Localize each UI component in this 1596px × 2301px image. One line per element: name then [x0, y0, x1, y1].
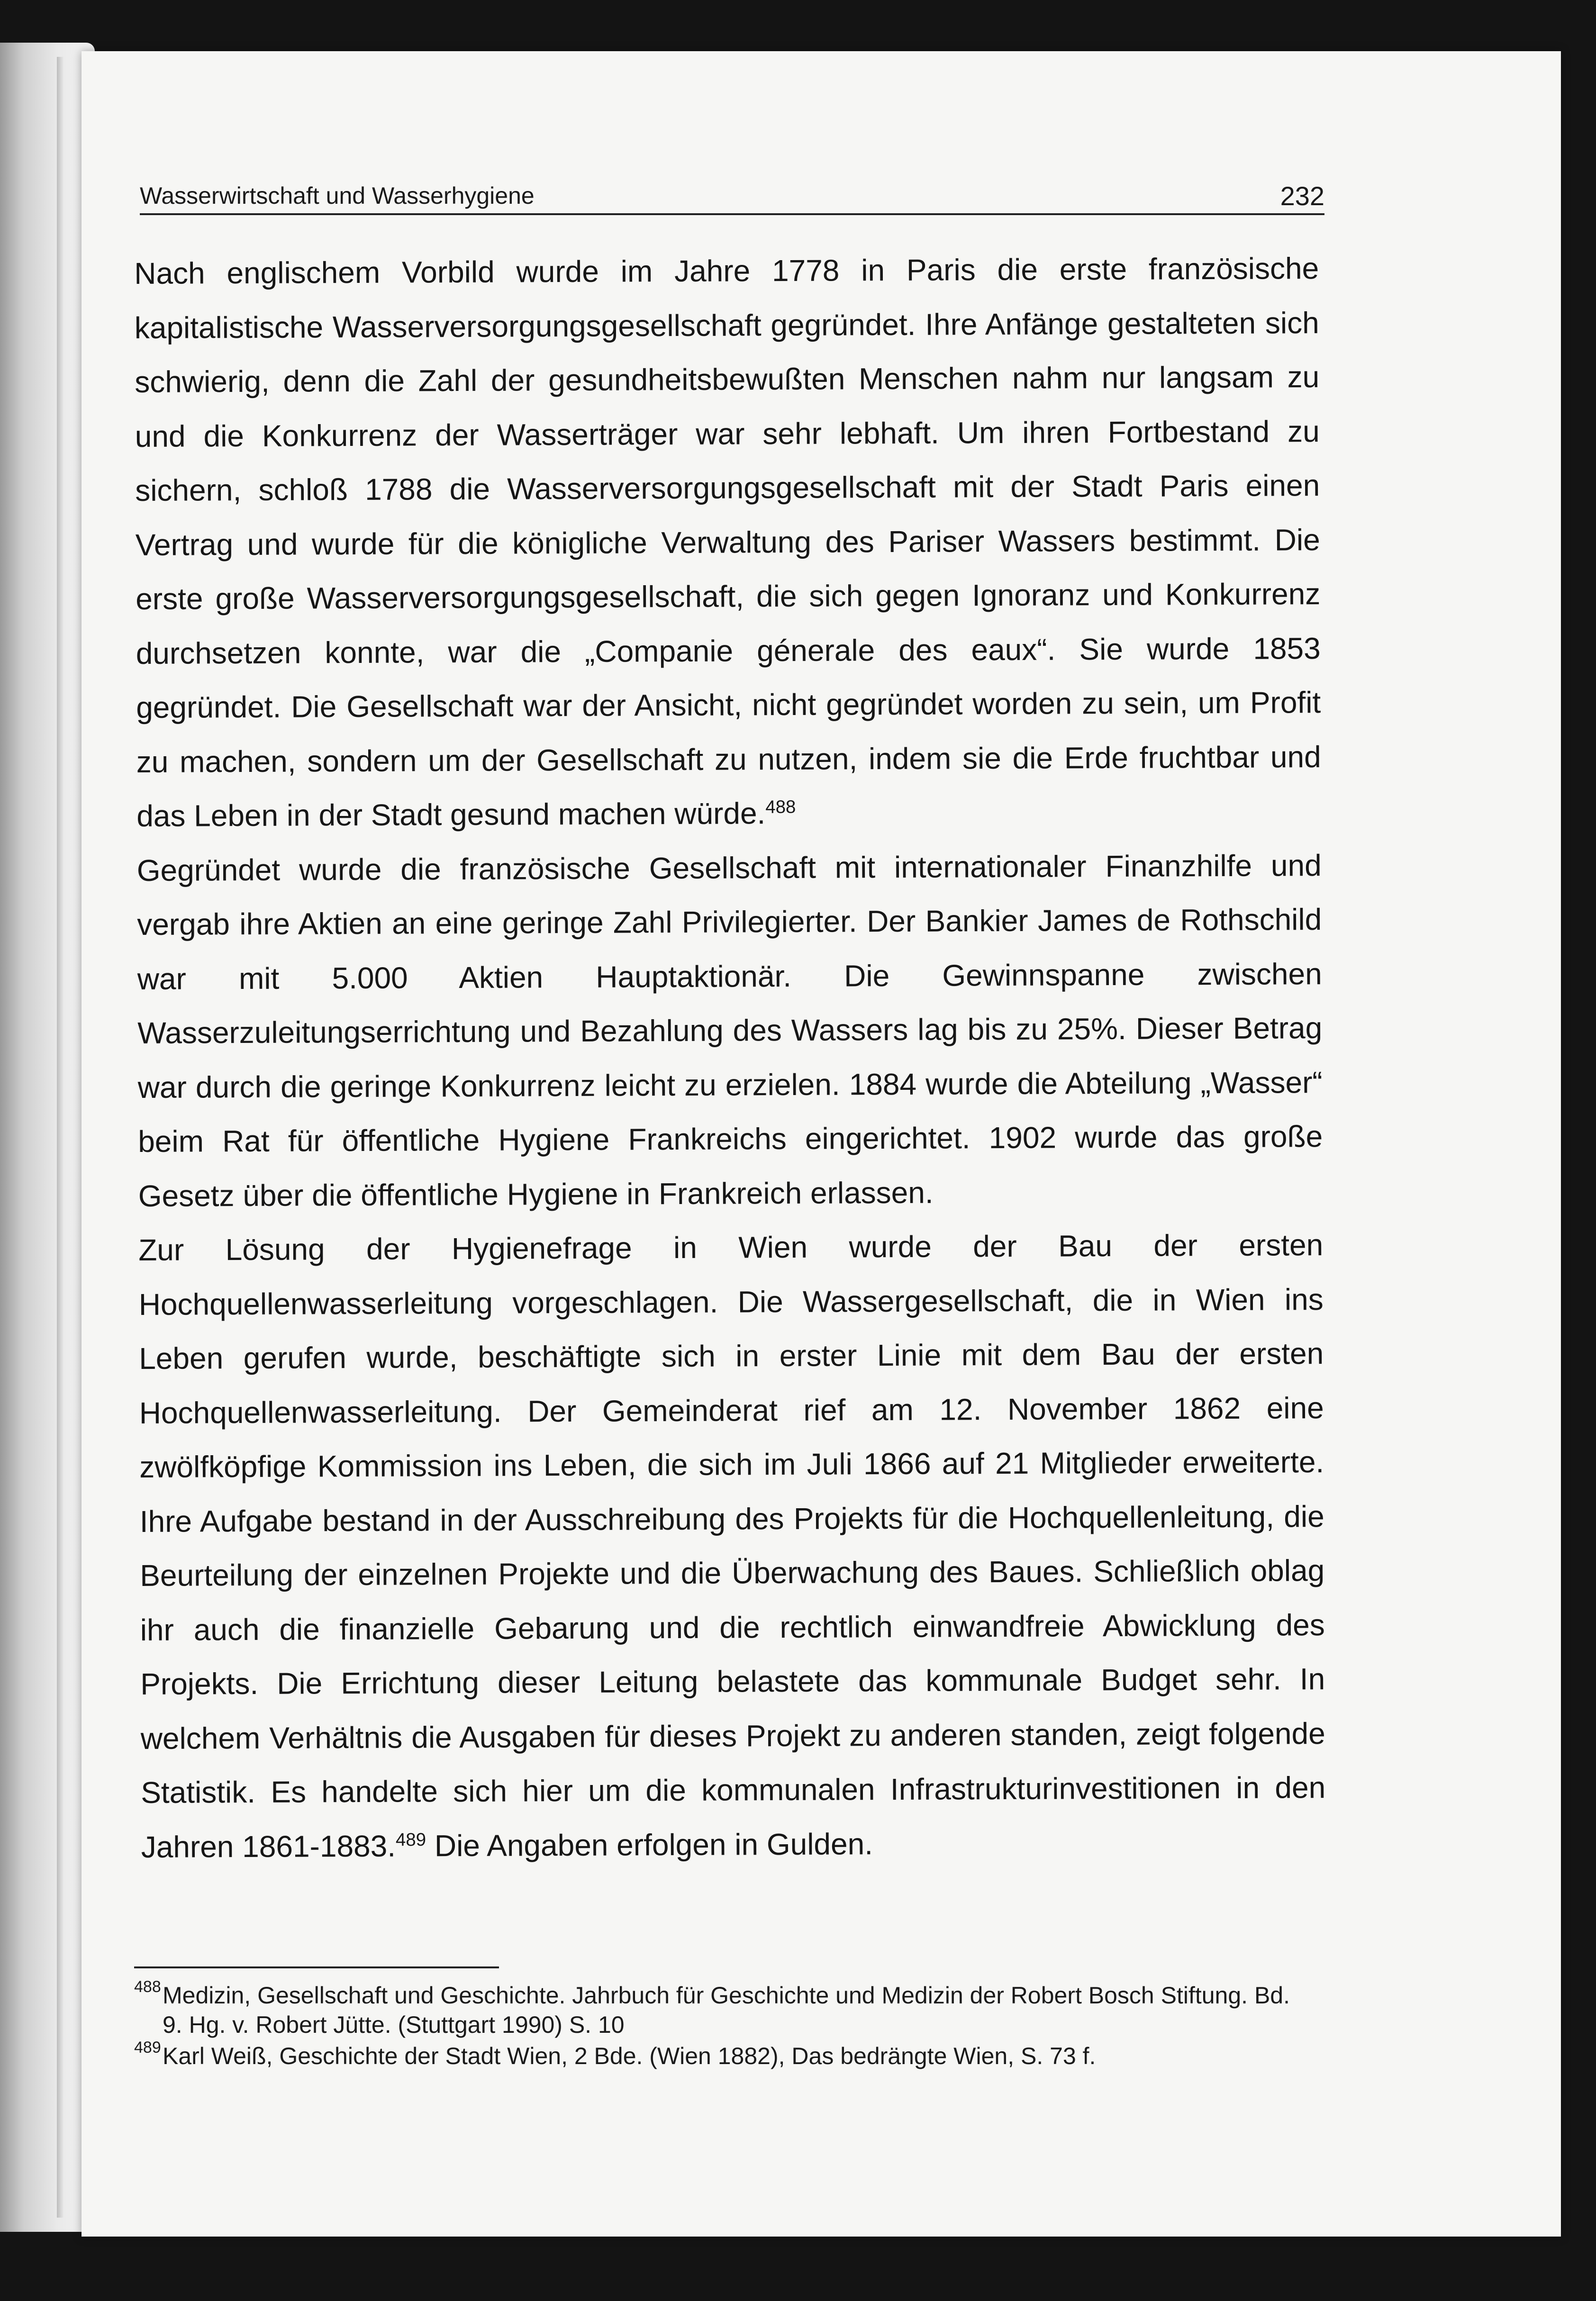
- paragraph-text-tail: Die Angaben erfolgen in Gulden.: [426, 1826, 873, 1863]
- footnote-text: Karl Weiß, Geschichte der Stadt Wien, 2 Bde. (Wien 1882), Das bedrängte Wien, S. 73 f.: [163, 2043, 1096, 2069]
- footnote-reference: 488: [765, 797, 796, 817]
- footnote-separator: [134, 1966, 499, 1968]
- footnote-text: Medizin, Gesellschaft und Geschichte. Jahrbuch für Geschichte und Medizin der Robert Bosch Stiftung. Bd. 9. Hg. v. Robert Jütte. (Stuttgart 1990) S. 10: [163, 1982, 1290, 2038]
- footnote: [134, 1978, 1295, 2039]
- running-head: [140, 175, 1324, 215]
- page-number: 232: [1280, 181, 1324, 211]
- footnote-number: 489: [134, 2038, 161, 2056]
- paragraph: [136, 838, 1323, 1223]
- page-stack-edge: [0, 43, 95, 2232]
- footnote-number: 488: [134, 1978, 161, 1996]
- paragraph: [138, 1218, 1326, 1874]
- paragraph-text: Zur Lösung der Hygienefrage in Wien wurde der Bau der ersten Hochquellenwasserleitung vorgeschlagen. Die Wassergesellschaft, die in Wien ins Leben gerufen wurde, beschäftigte sich in erster Linie mit dem Bau der ersten Hochquellenwasserleitung. Der Gemeinderat rief am 12. November 1862 eine zwölfköpfige Kommission ins Leben, die sich im Juli 1866 auf 21 Mitglieder erweiterte. Ihre Aufgabe bestand in der Ausschreibung des Projekts für die Hochquellenleitung, die Beurteilung der einzelnen Projekte und die Überwachung des Baues. Schließlich oblag ihr auch die finanzielle Gebarung und die rechtlich einwandfreie Abwicklung des Projekts. Die Errichtung dieser Leitung belastete das kommunale Budget sehr. In welchem Verhältnis die Ausgaben für dieses Projekt zu anderen standen, zeigt folgende Statistik. Es handelte sich hier um die kommunalen Infrastrukturinvestitionen in den Jahren 1861-1883.: [138, 1228, 1326, 1864]
- footnotes: [134, 1978, 1295, 2073]
- paragraph: [134, 241, 1321, 843]
- running-head-title: Wasserwirtschaft und Wasserhygiene: [140, 182, 535, 209]
- paragraph-text: Gegründet wurde die französische Gesellschaft mit internationaler Finanzhilfe und vergab ihre Aktien an eine geringe Zahl Privilegierter. Der Bankier James de Rothschild war mit 5.000 Aktien Hauptaktionär. Die Gewinnspanne zwischen Wasserzuleitungserrichtung und Bezahlung des Wassers lag bis zu 25%. Dieser Betrag war durch die geringe Konkurrenz leicht zu erzielen. 1884 wurde die Abteilung „Wasser“ beim Rat für öffentliche Hygiene Frankreichs eingerichtet. 1902 wurde das große Gesetz über die öffentliche Hygiene in Frankreich erlassen.: [136, 848, 1323, 1213]
- footnote-reference: 489: [395, 1829, 426, 1850]
- body-text: [134, 241, 1326, 1874]
- footnote: [134, 2038, 1295, 2071]
- page-stack-edge-inner: [57, 57, 63, 2218]
- paragraph-text: Nach englischem Vorbild wurde im Jahre 1778 in Paris die erste französische kapitalistische Wasserversorgungsgesellschaft gegründet. Ihre Anfänge gestalteten sich schwierig, denn die Zahl der gesundheitsbewußten Menschen nahm nur langsam zu und die Konkurrenz der Wasserträger war sehr lebhaft. Um ihren Fortbestand zu sichern, schloß 1788 die Wasserversorgungsgesellschaft mit der Stadt Paris einen Vertrag und wurde für die königliche Verwaltung des Pariser Wassers bestimmt. Die erste große Wasserversorgungsgesellschaft, die sich gegen Ignoranz und Konkurrenz durchsetzen konnte, war die „Companie génerale des eaux“. Sie wurde 1853 gegründet. Die Gesellschaft war der Ansicht, nicht gegründet worden zu sein, um Profit zu machen, sondern um der Gesellschaft zu nutzen, indem sie die Erde fruchtbar und das Leben in der Stadt gesund machen würde.: [134, 251, 1321, 833]
